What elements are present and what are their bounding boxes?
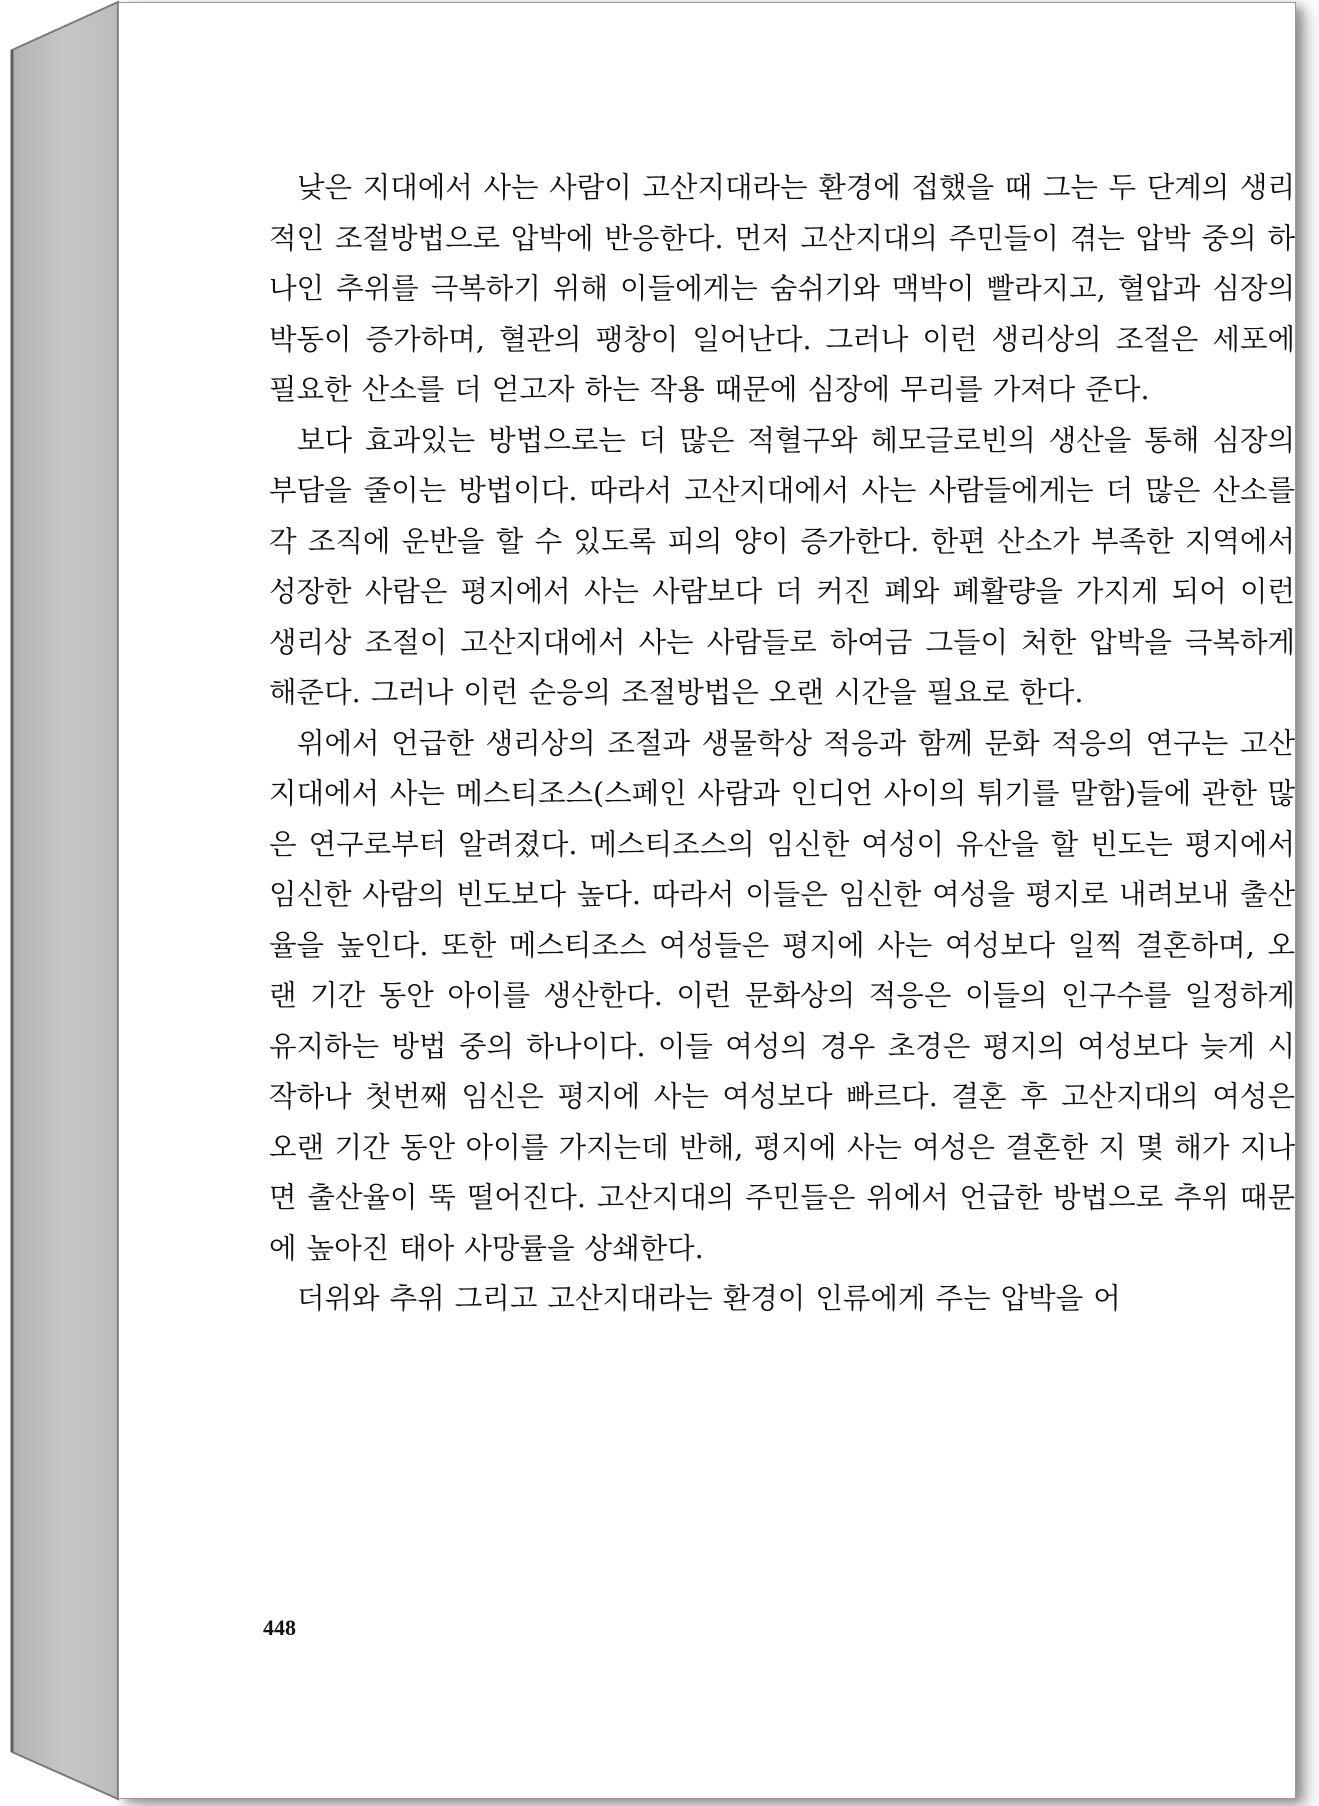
paragraph-3: 위에서 언급한 생리상의 조절과 생물학상 적응과 함께 문화 적응의 연구는 고산지대에서 사는 메스티조스(스페인 사람과 인디언 사이의 튀기를 말함)들에 관한 많은 연구로부터 알려졌다. 메스티조스의 임신한 여성이 유산을 할 빈도는 평지에서 임신한 사람의 빈도보다 높다. 따라서 이들은 임신한 여성을 평지로 내려보내 출산율을 높인다. 또한 메스티조스 여성들은 평지에 사는 여성보다 일찍 결혼하며, 오랜 기간 동안 아이를 생산한다. 이런 문화상의 적응은 이들의 인구수를 일정하게 유지하는 방법 중의 하나이다. 이들 여성의 경우 초경은 평지의 여성보다 늦게 시작하나 첫번째 임신은 평지에 사는 여성보다 빠르다. 결혼 후 고산지대의 여성은 오랜 기간 동안 아이를 가지는데 반해, 평지에 사는 여성은 결혼한 지 몇 해가 지나면 출산율이 뚝 떨어진다. 고산지대의 주민들은 위에서 언급한 방법으로 추위 때문에 높아진 태아 사망률을 상쇄한다. (269, 726, 1295, 1265)
page-number: 448 (263, 1615, 296, 1640)
paragraph-2: 보다 효과있는 방법으로는 더 많은 적혈구와 헤모글로빈의 생산을 통해 심장의 부담을 줄이는 방법이다. 따라서 고산지대에서 사는 사람들에게는 더 많은 산소를 각 조직에 운반을 할 수 있도록 피의 양이 증가한다. 한편 산소가 부족한 지역에서 성장한 사람은 평지에서 사는 사람보다 더 커진 폐와 폐활량을 가지게 되어 이런 생리상 조절이 고산지대에서 사는 사람들로 하여금 그들이 처한 압박을 극복하게 해준다. 그러나 이런 순응의 조절방법은 오랜 시간을 필요로 한다. (269, 423, 1295, 709)
book-spine-graphic (0, 0, 130, 1806)
paragraph-1: 낮은 지대에서 사는 사람이 고산지대라는 환경에 접했을 때 그는 두 단계의 생리적인 조절방법으로 압박에 반응한다. 먼저 고산지대의 주민들이 겪는 압박 중의 하나인 추위를 극복하기 위해 이들에게는 숨쉬기와 맥박이 빨라지고, 혈압과 심장의 박동이 증가하며, 혈관의 팽창이 일어난다. 그러나 이런 생리상의 조절은 세포에 필요한 산소를 더 얻고자 하는 작용 때문에 심장에 무리를 가져다 준다. (269, 171, 1295, 406)
book-spine (0, 0, 130, 1806)
body-text (269, 163, 1295, 1325)
book-page (118, 2, 1296, 1799)
paragraph-4: 더위와 추위 그리고 고산지대라는 환경이 인류에게 주는 압박을 어 (297, 1282, 1121, 1315)
